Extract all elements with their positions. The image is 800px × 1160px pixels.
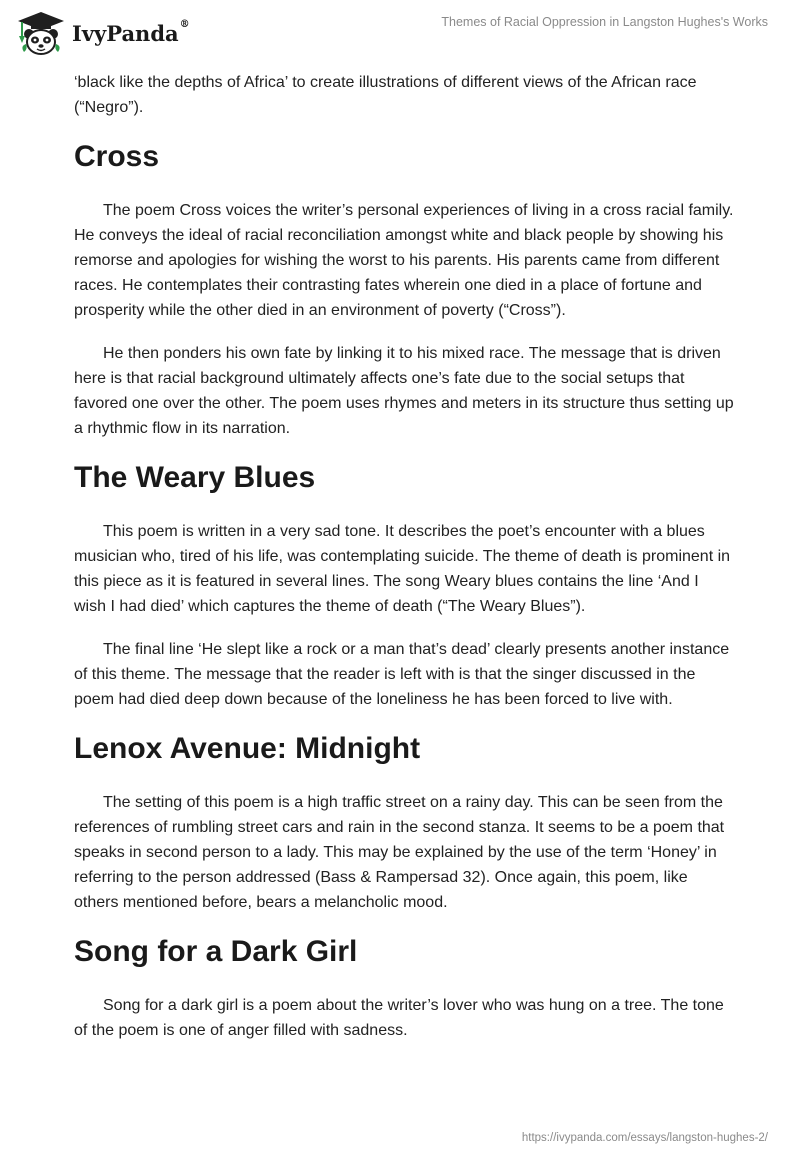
lenox-avenue-paragraph-1: The setting of this poem is a high traffic street on a rainy day. This can be seen from the references of rumbling street cars and rain in the second stanza. It seems to be a poem that speaks in second person to a lady. This may be explained by the use of the term ‘Honey’ in referring to the person addressed (Bass & Rampersad 32). Once again, this poem, like others mentioned before, bears a melancholic mood. bbox=[74, 794, 725, 911]
section-heading-song-dark-girl: Song for a Dark Girl bbox=[74, 935, 358, 968]
section-heading-cross: Cross bbox=[74, 140, 160, 173]
cross-paragraph-2: He then ponders his own fate by linking it to his mixed race. The message that is driven here is that racial background ultimately affects one’s fate due to the social setups that favored one over the other. The poem uses rhymes and meters in its structure thus setting up a rhythmic flow in its narration. bbox=[74, 345, 734, 437]
page-header bbox=[0, 0, 800, 66]
ivypanda-logo[interactable] bbox=[14, 9, 190, 57]
intro-paragraph: ‘black like the depths of Africa’ to create illustrations of different views of the African race (“Negro”). bbox=[74, 74, 697, 116]
weary-blues-paragraph-1: This poem is written in a very sad tone. It describes the poet’s encounter with a blues musician who, tired of his life, was contemplating suicide. The theme of death is prominent in this piece as it is featured in several lines. The song Weary blues contains the line ‘And I wish I had died’ which captures the theme of death (“The Weary Blues”). bbox=[74, 523, 731, 615]
brand-name: IvyPanda® bbox=[72, 18, 190, 46]
document-title: Themes of Racial Oppression in Langston Hughes's Works bbox=[441, 15, 768, 29]
weary-blues-paragraph-2: The final line ‘He slept like a rock or a man that’s dead’ clearly presents another instance of this theme. The message that the reader is left with is that the singer discussed in the poem had died deep down because of the loneliness he has been forced to live with. bbox=[74, 641, 730, 708]
panda-graduate-icon bbox=[14, 10, 68, 56]
registered-mark: ® bbox=[179, 18, 190, 30]
section-heading-lenox-avenue: Lenox Avenue: Midnight bbox=[74, 732, 421, 765]
section-heading-weary-blues: The Weary Blues bbox=[74, 461, 316, 494]
source-url[interactable]: https://ivypanda.com/essays/langston-hughes-2/ bbox=[521, 1132, 768, 1144]
cross-paragraph-1: The poem Cross voices the writer’s personal experiences of living in a cross racial family. He conveys the ideal of racial reconciliation amongst white and black people by showing his remorse and apologies for wishing the worst to his parents. His parents came from different races. He contemplates their contrasting fates wherein one died in a place of fortune and prosperity while the other died in an environment of poverty (“Cross”). bbox=[74, 202, 734, 319]
essay-content bbox=[74, 70, 734, 1043]
song-dark-girl-paragraph-1: Song for a dark girl is a poem about the writer’s lover who was hung on a tree. The tone of the poem is one of anger filled with sadness. bbox=[74, 997, 724, 1039]
